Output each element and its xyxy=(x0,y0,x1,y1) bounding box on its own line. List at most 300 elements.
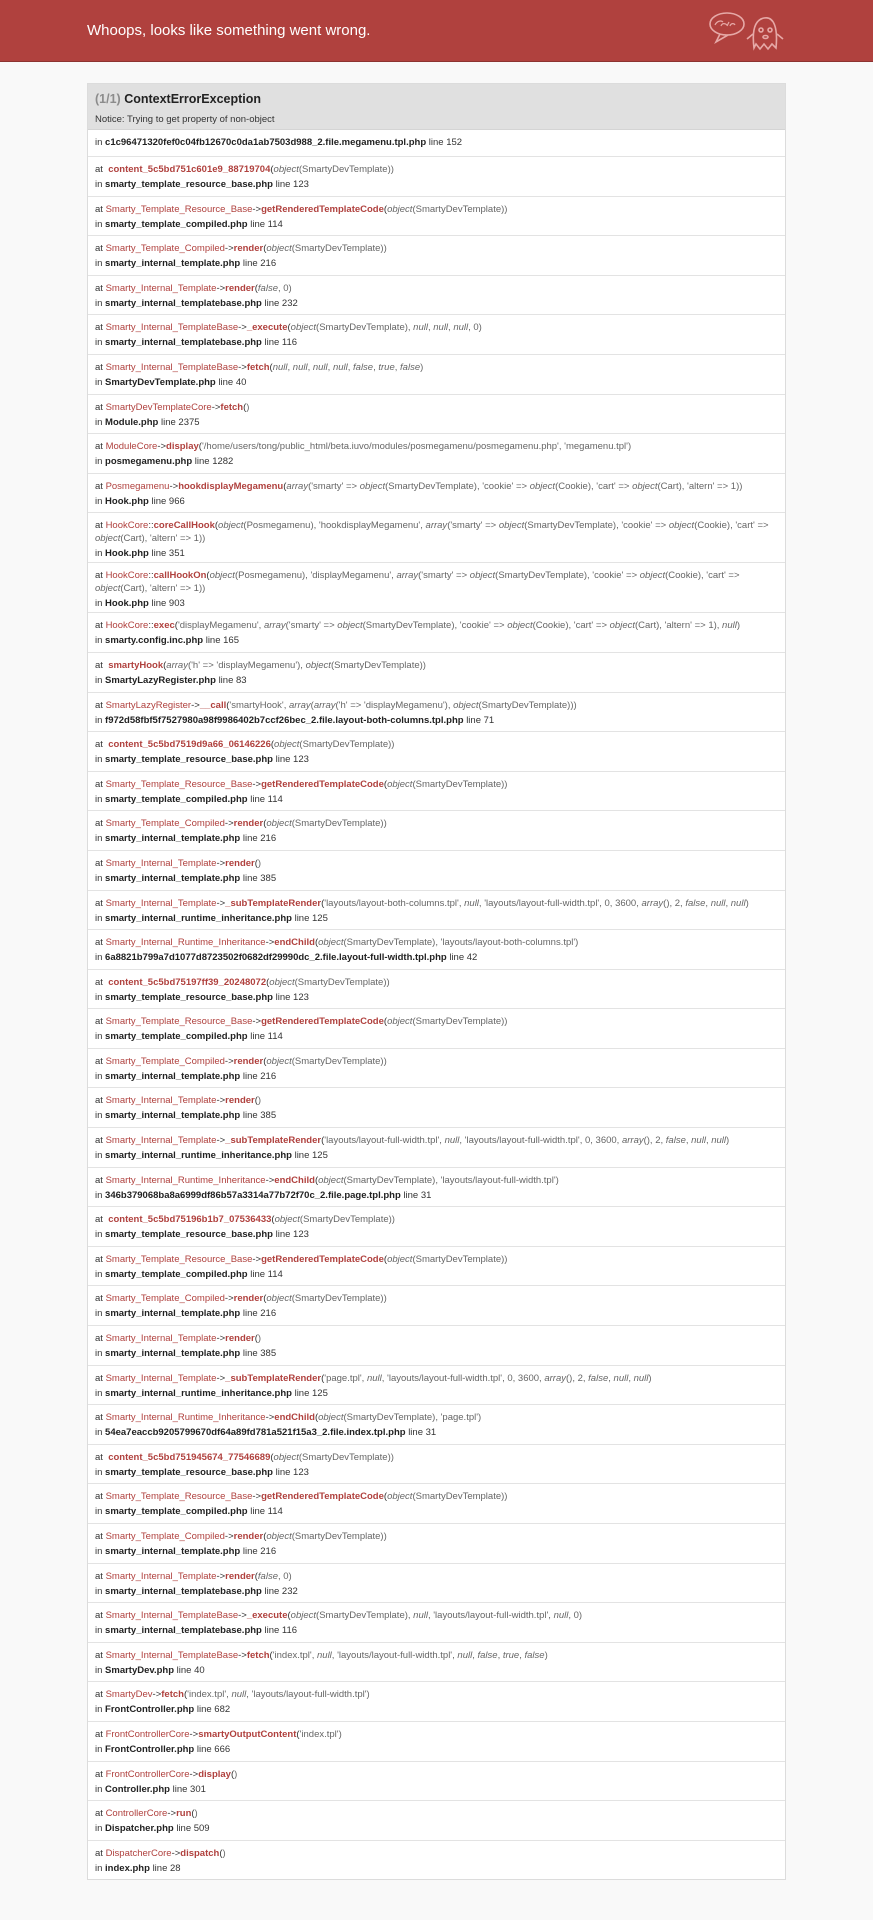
trace-args: 'smartyHook', array(array('h' => 'displayMegamenu'), object(SmartyDevTemplate))) xyxy=(229,699,577,711)
trace-call: at HookCore::callHookOn(object(Posmegamenu), 'displayMegamenu', array('smarty' => object(SmartyDevTemplate), 'cookie' => object(Cookie), 'cart' => object(Cart), 'altern' => 1)) xyxy=(95,570,740,595)
trace-call: at Smarty_Internal_Template->render(false, 0) xyxy=(95,1570,292,1582)
trace-frame[interactable] xyxy=(88,473,785,513)
trace-function: render xyxy=(225,1570,255,1582)
trace-function: content_5c5bd7519d9a66_06146226 xyxy=(108,739,271,751)
trace-line: line 31 xyxy=(403,1189,432,1201)
trace-class: Smarty_Template_Resource_Base xyxy=(105,778,253,790)
trace-call: at ModuleCore->display('/home/users/tong/public_html/beta.iuvo/modules/posmegamenu/posmegamenu.php', 'megamenu.tpl') xyxy=(95,441,632,453)
trace-args: 'layouts/layout-both-columns.tpl', null, 'layouts/layout-full-width.tpl', 0, 3600, array(), 2, false, null, null) xyxy=(324,897,749,909)
trace-frame[interactable] xyxy=(88,1048,785,1088)
trace-file-line: in smarty_internal_runtime_inheritance.php line 125 xyxy=(95,912,328,924)
trace-frame[interactable] xyxy=(88,354,785,394)
trace-line: line 123 xyxy=(275,1229,309,1241)
trace-call: at Smarty_Template_Compiled->render(object(SmartyDevTemplate)) xyxy=(95,1055,387,1067)
trace-file: smarty_template_compiled.php xyxy=(105,1506,248,1518)
trace-frame[interactable] xyxy=(88,1563,785,1603)
trace-args: 'page.tpl', null, 'layouts/layout-full-width.tpl', 0, 3600, array(), 2, false, null, null) xyxy=(324,1372,652,1384)
trace-line: line 83 xyxy=(218,674,247,686)
trace-file-line: in smarty_internal_template.php line 385 xyxy=(95,872,277,884)
trace-call: at content_5c5bd75196b1b7_07536433(object(SmartyDevTemplate)) xyxy=(95,1214,395,1226)
trace-frame[interactable] xyxy=(88,692,785,732)
trace-call: at Smarty_Internal_Template->_subTemplateRender('layouts/layout-full-width.tpl', null, 'layouts/layout-full-width.tpl', 0, 3600, array(), 2, false, null, null) xyxy=(95,1135,730,1147)
trace-args: 'index.tpl') xyxy=(299,1728,342,1740)
trace-call: at smartyHook(array('h' => 'displayMegamenu'), object(SmartyDevTemplate)) xyxy=(95,659,426,671)
trace-args: ) xyxy=(246,401,250,413)
trace-file-line: in Hook.php line 903 xyxy=(95,598,185,610)
trace-class: Smarty_Internal_Template xyxy=(105,1135,217,1147)
trace-line: line 682 xyxy=(196,1704,231,1716)
trace-call: at Smarty_Internal_TemplateBase->_execute(object(SmartyDevTemplate), null, 'layouts/layout-full-width.tpl', null, 0) xyxy=(95,1610,583,1622)
trace-function: render xyxy=(233,818,264,830)
trace-file: smarty_internal_runtime_inheritance.php xyxy=(105,912,292,924)
trace-args: object(SmartyDevTemplate)) xyxy=(274,1214,395,1226)
trace-frame[interactable] xyxy=(88,235,785,275)
trace-file-line: in SmartyDev.php line 40 xyxy=(95,1664,205,1676)
trace-file: Hook.php xyxy=(105,548,149,560)
trace-line: line 385 xyxy=(242,1110,277,1122)
exception-name: ContextErrorException xyxy=(124,92,262,106)
trace-call: at Smarty_Template_Resource_Base->getRenderedTemplateCode(object(SmartyDevTemplate)) xyxy=(95,778,508,790)
trace-line: line 232 xyxy=(264,297,298,309)
trace-class: Smarty_Internal_Runtime_Inheritance xyxy=(105,1412,266,1424)
trace-function: _subTemplateRender xyxy=(225,1135,322,1147)
trace-file-line: in smarty_internal_template.php line 385 xyxy=(95,1348,277,1360)
trace-frame[interactable] xyxy=(88,1087,785,1127)
trace-file: smarty_internal_templatebase.php xyxy=(105,337,262,349)
trace-frame[interactable] xyxy=(88,612,785,652)
trace-args: ) xyxy=(257,1333,262,1345)
trace-frame[interactable] xyxy=(88,771,785,811)
trace-file-line: in smarty_template_compiled.php line 114 xyxy=(95,1506,283,1518)
trace-file-line: in smarty_template_compiled.php line 114 xyxy=(95,1268,283,1280)
trace-frame[interactable] xyxy=(88,1285,785,1325)
trace-line: line 216 xyxy=(242,258,277,270)
trace-function: _subTemplateRender xyxy=(225,897,322,909)
trace-file: smarty_internal_template.php xyxy=(105,1546,241,1557)
trace-class: Smarty_Template_Compiled xyxy=(105,243,225,255)
trace-file: Hook.php xyxy=(105,598,149,610)
trace-line: line 509 xyxy=(176,1823,210,1835)
trace-args: false, 0) xyxy=(257,1570,292,1582)
trace-args: false, 0) xyxy=(257,282,292,294)
trace-line: line 301 xyxy=(172,1783,206,1795)
trace-class: Smarty_Internal_TemplateBase xyxy=(105,1649,239,1661)
trace-call: at Smarty_Internal_Runtime_Inheritance->endChild(object(SmartyDevTemplate), 'layouts/layout-full-width.tpl') xyxy=(95,1174,559,1186)
trace-args: null, null, null, null, false, true, false) xyxy=(272,361,424,373)
trace-line: line 351 xyxy=(151,548,185,560)
trace-call: at content_5c5bd75197ff39_20248072(object(SmartyDevTemplate)) xyxy=(95,976,390,988)
trace-line: line 31 xyxy=(408,1427,437,1439)
trace-call: at Smarty_Internal_TemplateBase->fetch('index.tpl', null, 'layouts/layout-full-width.tpl', null, false, true, false) xyxy=(95,1649,548,1661)
trace-function: endChild xyxy=(274,1174,315,1186)
trace-call: at content_5c5bd7519d9a66_06146226(object(SmartyDevTemplate)) xyxy=(95,739,395,751)
trace-frame[interactable] xyxy=(88,1523,785,1563)
trace-class: Smarty_Template_Resource_Base xyxy=(105,1491,253,1503)
trace-file-line: in Hook.php line 966 xyxy=(95,495,185,507)
trace-function: content_5c5bd751945674_77546689 xyxy=(108,1451,271,1463)
trace-file: smarty_template_compiled.php xyxy=(105,793,248,805)
trace-class: Smarty_Internal_TemplateBase xyxy=(105,322,239,334)
trace-frame[interactable] xyxy=(88,1602,785,1642)
trace-frame[interactable] xyxy=(88,1642,785,1682)
trace-frame[interactable] xyxy=(88,1365,785,1405)
trace-args: object(SmartyDevTemplate)) xyxy=(387,778,508,790)
trace-args: '/home/users/tong/public_html/beta.iuvo/modules/posmegamenu/posmegamenu.php', 'megamenu.tpl') xyxy=(201,441,632,453)
trace-call: at Smarty_Internal_Template->_subTemplateRender('page.tpl', null, 'layouts/layout-full-width.tpl', 0, 3600, array(), 2, false, null, null) xyxy=(95,1372,652,1384)
trace-frame[interactable] xyxy=(88,810,785,850)
trace-class: Smarty_Template_Compiled xyxy=(105,818,225,830)
trace-file: posmegamenu.php xyxy=(105,456,193,468)
trace-file-line: in smarty_internal_runtime_inheritance.php line 125 xyxy=(95,1387,328,1399)
trace-call: at content_5c5bd751c601e9_88719704(object(SmartyDevTemplate)) xyxy=(95,164,394,175)
trace-args: object(SmartyDevTemplate)) xyxy=(387,1491,508,1503)
trace-args: object(SmartyDevTemplate)) xyxy=(273,1451,394,1463)
trace-file: smarty_template_resource_base.php xyxy=(105,1229,273,1241)
trace-line: line 123 xyxy=(275,754,309,766)
trace-function: callHookOn xyxy=(153,570,207,582)
exception-panel xyxy=(87,83,786,1880)
trace-class: Smarty_Internal_Runtime_Inheritance xyxy=(105,937,266,949)
trace-file-line: in 346b379068ba8a6999df86b57a3314a77b72f70c_2.file.page.tpl.php line 31 xyxy=(95,1189,432,1201)
trace-line: line 125 xyxy=(294,1387,328,1399)
trace-args: object(Posmegamenu), 'displayMegamenu', array('smarty' => object(SmartyDevTemplate), 'cookie' => object(Cookie), 'cart' => object(Cart), 'altern' => 1)) xyxy=(95,570,740,595)
error-header xyxy=(0,0,873,62)
trace-args: 'displayMegamenu', array('smarty' => object(SmartyDevTemplate), 'cookie' => object(Cookie), 'cart' => object(Cart), 'altern' => 1), null) xyxy=(177,620,741,632)
trace-call: at Smarty_Template_Compiled->render(object(SmartyDevTemplate)) xyxy=(95,1531,387,1542)
trace-args: object(SmartyDevTemplate)) xyxy=(266,1055,387,1067)
trace-frame[interactable] xyxy=(88,130,785,156)
trace-function: __call xyxy=(199,699,227,711)
trace-file-line: in smarty_template_compiled.php line 114 xyxy=(95,218,283,230)
trace-file-line: in smarty_template_compiled.php line 114 xyxy=(95,793,283,805)
trace-function: fetch xyxy=(246,361,270,373)
trace-file: smarty_internal_templatebase.php xyxy=(105,297,262,309)
trace-call: at Smarty_Internal_TemplateBase->fetch(null, null, null, null, false, true, false) xyxy=(95,361,424,373)
trace-file-line: in posmegamenu.php line 1282 xyxy=(95,456,234,468)
trace-class: HookCore xyxy=(105,620,149,632)
trace-function: display xyxy=(198,1768,231,1780)
trace-class: Posmegamenu xyxy=(105,480,170,492)
trace-class: Smarty_Template_Compiled xyxy=(105,1531,225,1542)
trace-args: object(SmartyDevTemplate), 'layouts/layout-full-width.tpl') xyxy=(318,1174,559,1186)
trace-line: line 216 xyxy=(242,1546,277,1557)
trace-call: at Smarty_Internal_Runtime_Inheritance->endChild(object(SmartyDevTemplate), 'page.tpl') xyxy=(95,1412,482,1424)
trace-function: run xyxy=(176,1808,192,1820)
trace-file: smarty_template_resource_base.php xyxy=(105,991,273,1003)
trace-args: array('h' => 'displayMegamenu'), object(SmartyDevTemplate)) xyxy=(166,659,426,671)
trace-file-line: in smarty_internal_templatebase.php line 232 xyxy=(95,297,298,309)
trace-call: at Smarty_Internal_TemplateBase->_execute(object(SmartyDevTemplate), null, null, null, 0) xyxy=(95,322,482,334)
trace-call: at Smarty_Template_Resource_Base->getRenderedTemplateCode(object(SmartyDevTemplate)) xyxy=(95,203,508,215)
trace-call: at Posmegamenu->hookdisplayMegamenu(array('smarty' => object(SmartyDevTemplate), 'cookie' => object(Cookie), 'cart' => object(Cart), 'altern' => 1)) xyxy=(95,480,743,492)
trace-file: index.php xyxy=(105,1862,150,1874)
trace-file: smarty_template_compiled.php xyxy=(105,1031,248,1043)
trace-function: content_5c5bd751c601e9_88719704 xyxy=(108,164,271,175)
trace-file-line: in smarty_internal_templatebase.php line 116 xyxy=(95,337,298,349)
trace-class: Smarty_Template_Resource_Base xyxy=(105,1016,253,1028)
trace-function: render xyxy=(225,1333,255,1345)
trace-file-line: in smarty_template_resource_base.php line 123 xyxy=(95,1466,309,1478)
trace-file-line: in c1c96471320fef0c04fb12670c0da1ab7503d988_2.file.megamenu.tpl.php line 152 xyxy=(95,137,463,148)
trace-line: line 40 xyxy=(176,1664,205,1676)
trace-frame[interactable] xyxy=(88,1167,785,1207)
trace-class: Smarty_Internal_Template xyxy=(105,1333,217,1345)
trace-function: fetch xyxy=(246,1649,270,1661)
trace-file: smarty_template_resource_base.php xyxy=(105,754,273,766)
trace-function: content_5c5bd75197ff39_20248072 xyxy=(108,976,267,988)
trace-line: line 216 xyxy=(242,1308,277,1320)
trace-args: ) xyxy=(194,1808,198,1820)
trace-frame[interactable] xyxy=(88,1206,785,1246)
trace-frame[interactable] xyxy=(88,1721,785,1761)
trace-call: at Smarty_Template_Compiled->render(object(SmartyDevTemplate)) xyxy=(95,818,387,830)
trace-function: render xyxy=(233,1531,264,1542)
trace-class: Smarty_Template_Compiled xyxy=(105,1293,225,1305)
trace-line: line 666 xyxy=(196,1743,231,1755)
trace-file: Controller.php xyxy=(105,1783,170,1795)
trace-args: object(SmartyDevTemplate), null, 'layouts/layout-full-width.tpl', null, 0) xyxy=(290,1610,583,1622)
trace-call: at Smarty_Template_Compiled->render(object(SmartyDevTemplate)) xyxy=(95,1293,387,1305)
trace-args: array('smarty' => object(SmartyDevTemplate), 'cookie' => object(Cookie), 'cart' => object(Cart), 'altern' => 1)) xyxy=(286,480,743,492)
trace-line: line 216 xyxy=(242,1070,277,1082)
trace-frame[interactable] xyxy=(88,969,785,1009)
trace-args: ) xyxy=(257,1095,262,1107)
trace-file: smarty_internal_template.php xyxy=(105,872,241,884)
trace-file-line: in FrontController.php line 682 xyxy=(95,1704,231,1716)
trace-call: at SmartyLazyRegister->__call('smartyHook', array(array('h' => 'displayMegamenu'), object(SmartyDevTemplate))) xyxy=(95,699,577,711)
whoops-ghost-icon xyxy=(706,6,786,56)
trace-args: object(SmartyDevTemplate), null, null, null, 0) xyxy=(290,322,482,334)
trace-args: object(SmartyDevTemplate)) xyxy=(273,164,394,175)
trace-file-line: in FrontController.php line 666 xyxy=(95,1743,231,1755)
trace-line: line 123 xyxy=(275,1466,309,1478)
trace-class: FrontControllerCore xyxy=(105,1728,190,1740)
trace-file-line: in smarty_internal_template.php line 216 xyxy=(95,1070,277,1082)
trace-frame[interactable] xyxy=(88,512,785,562)
trace-line: line 216 xyxy=(242,833,277,845)
trace-file-line: in SmartyLazyRegister.php line 83 xyxy=(95,674,247,686)
trace-function: fetch xyxy=(220,401,244,413)
trace-frame[interactable] xyxy=(88,433,785,473)
exception-count: (1/1) xyxy=(95,92,121,106)
trace-frame[interactable] xyxy=(88,562,785,612)
trace-args: 'index.tpl', null, 'layouts/layout-full-width.tpl', null, false, true, false) xyxy=(272,1649,548,1661)
trace-args: object(SmartyDevTemplate)) xyxy=(387,1253,508,1265)
trace-file: Dispatcher.php xyxy=(105,1823,174,1835)
trace-function: _subTemplateRender xyxy=(225,1372,322,1384)
trace-line: line 232 xyxy=(264,1585,298,1597)
trace-call: at Smarty_Template_Resource_Base->getRenderedTemplateCode(object(SmartyDevTemplate)) xyxy=(95,1016,508,1028)
trace-file: c1c96471320fef0c04fb12670c0da1ab7503d988_2.file.megamenu.tpl.php xyxy=(105,137,427,148)
trace-function: endChild xyxy=(274,1412,315,1424)
trace-line: line 165 xyxy=(205,635,239,647)
trace-line: line 123 xyxy=(275,991,309,1003)
trace-file: smarty_template_resource_base.php xyxy=(105,179,273,190)
trace-file-line: in Module.php line 2375 xyxy=(95,416,200,428)
trace-class: Smarty_Internal_Template xyxy=(105,897,217,909)
trace-file-line: in index.php line 28 xyxy=(95,1862,181,1874)
trace-frame[interactable] xyxy=(88,1800,785,1840)
stack-trace xyxy=(88,130,785,1879)
trace-frame[interactable] xyxy=(88,1325,785,1365)
trace-function: coreCallHook xyxy=(153,520,215,532)
trace-class: Smarty_Template_Resource_Base xyxy=(105,203,253,215)
trace-call: at Smarty_Internal_Template->render() xyxy=(95,1095,262,1107)
trace-file: SmartyDevTemplate.php xyxy=(105,376,216,388)
trace-file: smarty.config.inc.php xyxy=(105,635,204,647)
trace-line: line 71 xyxy=(466,714,495,726)
trace-class: Smarty_Internal_TemplateBase xyxy=(105,361,239,373)
trace-args: ) xyxy=(257,857,262,869)
trace-line: line 152 xyxy=(428,137,463,148)
trace-file-line: in Controller.php line 301 xyxy=(95,1783,206,1795)
trace-file-line: in smarty_internal_template.php line 216 xyxy=(95,1546,277,1557)
trace-file-line: in 6a8821b799a7d1077d8723502f0682df29990dc_2.file.layout-full-width.tpl.php line 42 xyxy=(95,952,478,964)
trace-class: FrontControllerCore xyxy=(105,1768,190,1780)
trace-frame[interactable] xyxy=(88,1840,785,1880)
trace-class: DispatcherCore xyxy=(105,1847,172,1859)
trace-call: at HookCore::exec('displayMegamenu', array('smarty' => object(SmartyDevTemplate), 'cookie' => object(Cookie), 'cart' => object(Cart), 'altern' => 1), null) xyxy=(95,620,741,632)
trace-file: smarty_internal_runtime_inheritance.php xyxy=(105,1387,292,1399)
trace-function: render xyxy=(233,1293,264,1305)
trace-frame[interactable] xyxy=(88,731,785,771)
trace-class: HookCore xyxy=(105,570,149,582)
trace-line: line 114 xyxy=(250,218,283,230)
trace-function: getRenderedTemplateCode xyxy=(261,778,384,790)
trace-frame[interactable] xyxy=(88,275,785,315)
trace-class: Smarty_Internal_Runtime_Inheritance xyxy=(105,1174,266,1186)
trace-frame[interactable] xyxy=(88,156,785,196)
trace-frame[interactable] xyxy=(88,1681,785,1721)
trace-call: at Smarty_Internal_Template->render() xyxy=(95,857,262,869)
trace-class: Smarty_Internal_Template xyxy=(105,1372,217,1384)
trace-line: line 123 xyxy=(275,179,309,190)
trace-class: ModuleCore xyxy=(105,441,158,453)
trace-call: at Smarty_Template_Resource_Base->getRenderedTemplateCode(object(SmartyDevTemplate)) xyxy=(95,1491,508,1503)
trace-file-line: in smarty_internal_templatebase.php line 232 xyxy=(95,1585,298,1597)
trace-call: at Smarty_Internal_Template->render() xyxy=(95,1333,262,1345)
trace-call: at Smarty_Template_Resource_Base->getRenderedTemplateCode(object(SmartyDevTemplate)) xyxy=(95,1253,508,1265)
trace-line: line 114 xyxy=(250,1268,283,1280)
trace-function: getRenderedTemplateCode xyxy=(261,203,384,215)
trace-call: at Smarty_Internal_Runtime_Inheritance->endChild(object(SmartyDevTemplate), 'layouts/layout-both-columns.tpl') xyxy=(95,937,579,949)
trace-class: ControllerCore xyxy=(105,1808,168,1820)
trace-file-line: in smarty_template_resource_base.php line 123 xyxy=(95,179,309,190)
trace-file-line: in smarty_internal_template.php line 385 xyxy=(95,1110,277,1122)
trace-frame[interactable] xyxy=(88,1761,785,1801)
trace-frame[interactable] xyxy=(88,929,785,969)
trace-args: object(SmartyDevTemplate)) xyxy=(387,203,508,215)
trace-file: Hook.php xyxy=(105,495,149,507)
trace-line: line 114 xyxy=(250,1031,283,1043)
trace-file-line: in smarty_template_resource_base.php line 123 xyxy=(95,991,309,1003)
trace-line: line 966 xyxy=(151,495,185,507)
trace-frame[interactable] xyxy=(88,1246,785,1286)
trace-file: f972d58fbf5f7527980a98f9986402b7ccf26bec_2.file.layout-both-columns.tpl.php xyxy=(105,714,464,726)
trace-args: 'index.tpl', null, 'layouts/layout-full-width.tpl') xyxy=(187,1689,370,1701)
trace-file: Module.php xyxy=(105,416,159,428)
trace-function: getRenderedTemplateCode xyxy=(261,1253,384,1265)
trace-function: _execute xyxy=(246,1610,288,1622)
trace-line: line 116 xyxy=(264,337,298,349)
trace-args: object(SmartyDevTemplate)) xyxy=(387,1016,508,1028)
trace-file: smarty_template_resource_base.php xyxy=(105,1466,273,1478)
trace-function: dispatch xyxy=(180,1847,220,1859)
trace-file-line: in 54ea7eaccb9205799670df64a89fd781a521f15a3_2.file.index.tpl.php line 31 xyxy=(95,1427,437,1439)
trace-args: object(SmartyDevTemplate), 'layouts/layout-both-columns.tpl') xyxy=(318,937,579,949)
trace-file: SmartyDev.php xyxy=(105,1664,175,1676)
trace-file: SmartyLazyRegister.php xyxy=(105,674,216,686)
trace-frame[interactable] xyxy=(88,850,785,890)
trace-line: line 903 xyxy=(151,598,185,610)
trace-call: at FrontControllerCore->smartyOutputContent('index.tpl') xyxy=(95,1728,342,1740)
trace-file-line: in smarty.config.inc.php line 165 xyxy=(95,635,239,647)
trace-file: smarty_internal_templatebase.php xyxy=(105,1625,262,1637)
trace-class: Smarty_Internal_Template xyxy=(105,1570,217,1582)
trace-args: object(SmartyDevTemplate)) xyxy=(274,739,395,751)
trace-file: 6a8821b799a7d1077d8723502f0682df29990dc_2.file.layout-full-width.tpl.php xyxy=(105,952,447,964)
trace-function: render xyxy=(233,243,264,255)
trace-file: smarty_internal_template.php xyxy=(105,1348,241,1360)
trace-file-line: in smarty_template_resource_base.php line 123 xyxy=(95,754,309,766)
trace-args: object(SmartyDevTemplate)) xyxy=(266,1531,387,1542)
trace-frame[interactable] xyxy=(88,196,785,236)
trace-call: at Smarty_Template_Compiled->render(object(SmartyDevTemplate)) xyxy=(95,243,387,255)
trace-args: object(SmartyDevTemplate)) xyxy=(266,243,387,255)
trace-file: 346b379068ba8a6999df86b57a3314a77b72f70c_2.file.page.tpl.php xyxy=(105,1189,401,1201)
trace-file-line: in smarty_internal_templatebase.php line 116 xyxy=(95,1625,298,1637)
trace-frame[interactable] xyxy=(88,394,785,434)
trace-call: at ControllerCore->run() xyxy=(95,1808,198,1820)
trace-call: at HookCore::coreCallHook(object(Posmegamenu), 'hookdisplayMegamenu', array('smarty' => object(SmartyDevTemplate), 'cookie' => object(Cookie), 'cart' => object(Cart), 'altern' => 1)) xyxy=(95,520,769,545)
trace-call: at SmartyDevTemplateCore->fetch() xyxy=(95,401,250,413)
trace-function: endChild xyxy=(274,937,315,949)
trace-frame[interactable] xyxy=(88,890,785,930)
trace-file-line: in smarty_internal_runtime_inheritance.php line 125 xyxy=(95,1150,328,1162)
trace-args: object(SmartyDevTemplate)) xyxy=(269,976,390,988)
trace-file-line: in f972d58fbf5f7527980a98f9986402b7ccf26bec_2.file.layout-both-columns.tpl.php line 71 xyxy=(95,714,495,726)
trace-line: line 116 xyxy=(264,1625,298,1637)
trace-function: display xyxy=(166,441,199,453)
trace-file: smarty_internal_template.php xyxy=(105,1308,241,1320)
trace-call: at Smarty_Internal_Template->render(false, 0) xyxy=(95,282,292,294)
trace-call: at SmartyDev->fetch('index.tpl', null, 'layouts/layout-full-width.tpl') xyxy=(95,1689,370,1701)
trace-call: at DispatcherCore->dispatch() xyxy=(95,1847,226,1859)
trace-line: line 114 xyxy=(250,793,283,805)
trace-file: FrontController.php xyxy=(105,1743,195,1755)
trace-file: smarty_template_compiled.php xyxy=(105,1268,248,1280)
trace-frame[interactable] xyxy=(88,1008,785,1048)
trace-args: object(Posmegamenu), 'hookdisplayMegamenu', array('smarty' => object(SmartyDevTemplate), 'cookie' => object(Cookie), 'cart' => object(Cart), 'altern' => 1)) xyxy=(95,520,769,545)
trace-frame[interactable] xyxy=(88,652,785,692)
trace-file: smarty_internal_template.php xyxy=(105,1070,241,1082)
trace-file: smarty_template_compiled.php xyxy=(105,218,248,230)
trace-frame[interactable] xyxy=(88,1483,785,1523)
exception-header xyxy=(88,84,785,130)
trace-function: smartyOutputContent xyxy=(198,1728,297,1740)
trace-function: getRenderedTemplateCode xyxy=(261,1491,384,1503)
trace-line: line 385 xyxy=(242,872,277,884)
trace-class: SmartyLazyRegister xyxy=(105,699,192,711)
trace-function: smartyHook xyxy=(108,659,164,671)
trace-frame[interactable] xyxy=(88,1404,785,1444)
trace-frame[interactable] xyxy=(88,314,785,354)
trace-class: Smarty_Internal_Template xyxy=(105,282,217,294)
trace-args: ) xyxy=(234,1768,238,1780)
trace-function: exec xyxy=(153,620,175,632)
trace-frame[interactable] xyxy=(88,1127,785,1167)
trace-frame[interactable] xyxy=(88,1444,785,1484)
